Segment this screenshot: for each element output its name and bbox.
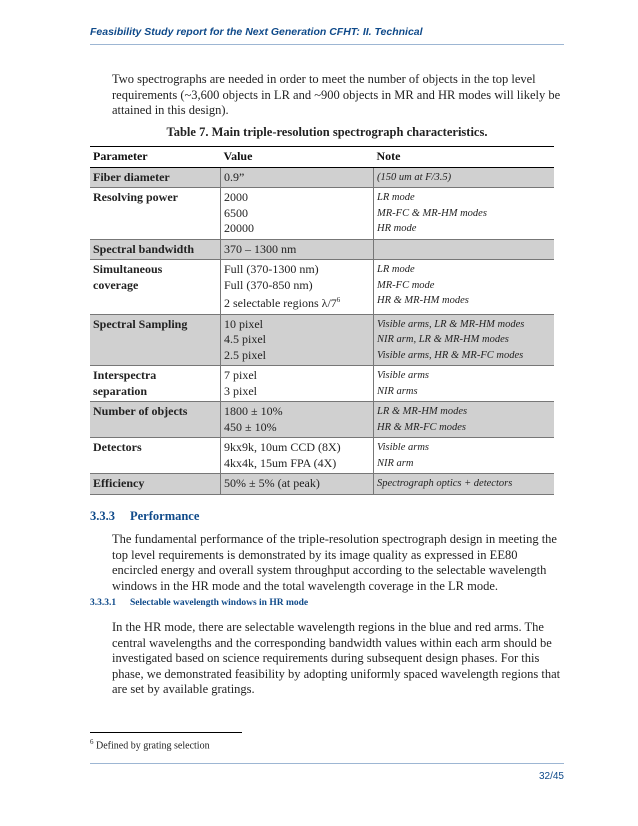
spectrograph-table	[90, 146, 554, 495]
param-cell: separation	[93, 383, 147, 398]
value-cell: 7 pixel	[224, 368, 257, 382]
wavelength-windows-paragraph: In the HR mode, there are selectable wavelength regions in the blue and red arms. The central wavelengths and the corresponding bandwidth values within each arm should be investigated based on science requirements during subsequent design phases. For this phase, we demonstrated feasibility by adopting uniformly spaced wavelength regions that are set by available gratings.	[112, 620, 561, 696]
col-header-value: Value	[221, 147, 374, 168]
note-cell: HR & MR-FC modes	[377, 421, 466, 433]
value-cell: 3 pixel	[224, 383, 257, 398]
value-cell: 450 ± 10%	[224, 419, 277, 434]
param-cell: Simultaneous	[93, 262, 163, 276]
note-cell: Visible arms, HR & MR-FC modes	[377, 349, 524, 361]
note-cell: HR & MR-HM modes	[377, 295, 469, 306]
col-header-parameter: Parameter	[90, 147, 221, 168]
value-cell: 10 pixel	[224, 316, 263, 331]
section-heading-333	[90, 509, 199, 524]
note-cell: Visible arms, LR & MR-HM modes	[377, 318, 525, 330]
footnote	[90, 738, 210, 751]
param-cell: Spectral Sampling	[93, 316, 188, 331]
table-row	[90, 474, 554, 495]
value-cell: 1800 ± 10%	[224, 404, 283, 418]
note-cell: Visible arms	[377, 370, 430, 381]
value-cell: 9kx9k, 10um CCD (8X)	[224, 440, 341, 454]
table-row	[90, 438, 554, 474]
param-cell: Fiber diameter	[93, 169, 170, 184]
note-cell: NIR arm	[377, 457, 414, 469]
value-cell: 4.5 pixel	[224, 332, 266, 346]
table-row	[90, 188, 554, 240]
value-cell: 20000	[224, 221, 254, 235]
value-cell: 2.5 pixel	[224, 347, 266, 362]
table-row	[90, 402, 554, 438]
table-row	[90, 260, 554, 315]
param-cell: Interspectra	[93, 368, 157, 382]
section-number: 3.3.3	[90, 509, 115, 523]
performance-paragraph: The fundamental performance of the triple-resolution spectrograph design in meeting the top level requirements is demonstrated by its image quality as expressed in EE80 encircled energy and overall system throughput according to the selectable wavelength windows in the HR mode and the total wavelength coverage in the LR mode.	[112, 532, 557, 593]
value-cell: 4kx4k, 15um FPA (4X)	[224, 455, 337, 470]
param-cell: Spectral bandwidth	[93, 241, 195, 256]
param-cell: Detectors	[93, 440, 142, 454]
table-row	[90, 239, 554, 260]
section-title: Performance	[130, 509, 200, 523]
footnote-ref: 6	[336, 296, 341, 304]
footnote-mark: 6	[90, 738, 94, 746]
footnote-text: Defined by grating selection	[96, 740, 210, 752]
page-number: 32/45	[538, 771, 564, 782]
note-cell: NIR arms	[377, 385, 418, 397]
table-row	[90, 366, 554, 402]
value-cell: Full (370-1300 nm)	[224, 262, 319, 276]
note-cell: Spectrograph optics + detectors	[377, 478, 513, 489]
table-row	[90, 167, 554, 188]
value-cell: 370 – 1300 nm	[224, 241, 297, 256]
section-heading-3331	[90, 598, 308, 608]
note-cell: Visible arms	[377, 442, 430, 453]
note-cell: LR mode	[377, 192, 415, 203]
section-number: 3.3.3.1	[90, 598, 117, 608]
note-cell: LR mode	[377, 264, 415, 275]
section-title: Selectable wavelength windows in HR mode	[130, 598, 309, 608]
note-cell: MR-FC mode	[377, 279, 435, 291]
param-cell: Number of objects	[93, 404, 188, 418]
header-rule	[90, 44, 564, 45]
col-header-note: Note	[374, 147, 555, 168]
value-cell: 50% ± 5% (at peak)	[224, 476, 320, 490]
note-cell: HR mode	[377, 223, 417, 234]
footnote-rule	[90, 732, 242, 733]
value-cell: 2000	[224, 190, 248, 204]
value-cell: Full (370-850 nm)	[224, 277, 313, 292]
footer-rule	[90, 763, 564, 764]
value-cell: 6500	[224, 205, 248, 220]
param-cell: Resolving power	[93, 190, 178, 204]
value-cell: 0.9”	[224, 169, 245, 184]
table-row	[90, 314, 554, 366]
intro-paragraph: Two spectrographs are needed in order to meet the number of objects in the top level requirements (~3,600 objects in LR and ~900 objects in MR and HR modes will likely be attained in this design).	[112, 72, 561, 117]
note-cell: (150 um at F/3.5)	[377, 171, 452, 183]
note-cell: NIR arm, LR & MR-HM modes	[377, 334, 509, 345]
table-caption: Table 7. Main triple-resolution spectrograph characteristics.	[166, 125, 488, 139]
param-cell: Efficiency	[93, 476, 145, 490]
running-header: Feasibility Study report for the Next Generation CFHT: II. Technical	[90, 26, 423, 38]
note-cell: MR-FC & MR-HM modes	[377, 207, 487, 219]
param-cell: coverage	[93, 277, 139, 292]
value-cell: 2 selectable regions λ/7	[224, 296, 337, 310]
note-cell: LR & MR-HM modes	[377, 406, 468, 417]
